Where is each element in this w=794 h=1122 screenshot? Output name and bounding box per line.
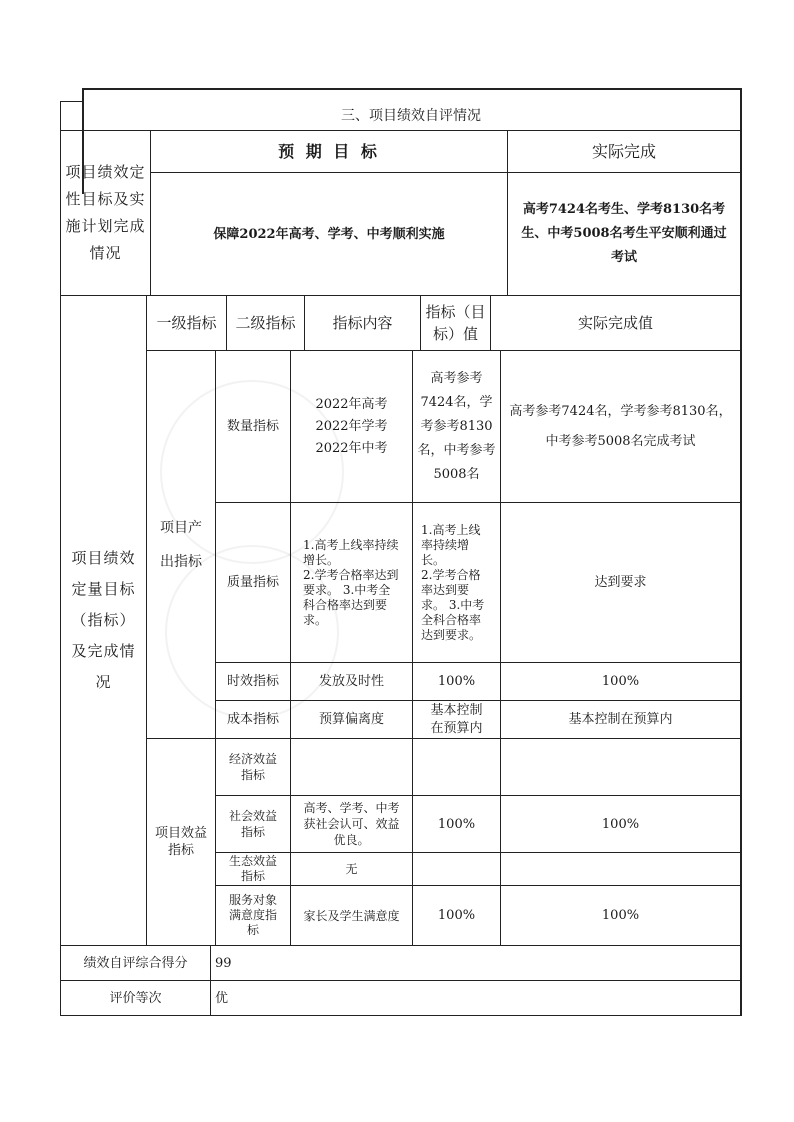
social-benefit-name: 社会效益指标 — [228, 809, 277, 839]
cost-indicator-target: 基本控制在预算内 — [430, 702, 483, 736]
satisfaction-indicator-target: 100% — [437, 908, 476, 923]
timeliness-indicator-actual: 100% — [601, 674, 640, 689]
header-level1: 一级指标 — [156, 314, 217, 332]
section-title: 三、项目绩效自评情况 — [341, 107, 481, 124]
qualitative-label: 项目绩效定性目标及实施计划完成情况 — [65, 163, 146, 262]
output-indicator-label: 项目产出指标 — [160, 519, 202, 570]
quantitative-label: 项目绩效定量目标（指标）及完成情况 — [71, 549, 136, 691]
economic-benefit-content — [291, 739, 412, 795]
quantity-indicator-name: 数量指标 — [226, 419, 279, 434]
header-content: 指标内容 — [332, 314, 393, 332]
benefit-indicator-label: 项目效益指标 — [155, 826, 208, 858]
cost-indicator-content: 预算偏离度 — [318, 712, 384, 727]
quality-indicator-content: 1.高考上线率持续增长。 2.学考合格率达到要求。 3.中考全科合格率达到要求。 — [303, 537, 399, 627]
header-actual: 实际完成值 — [577, 314, 653, 332]
economic-benefit-name: 经济效益指标 — [228, 752, 277, 782]
quantity-indicator-content: 2022年高考 2022年学考 2022年中考 — [315, 396, 388, 456]
composite-score-label: 绩效自评综合得分 — [83, 955, 188, 971]
satisfaction-indicator-name: 服务对象满意度指标 — [228, 893, 277, 937]
evaluation-grade-value: 优 — [215, 990, 229, 1006]
cost-indicator-actual: 基本控制在预算内 — [568, 712, 673, 727]
economic-benefit-actual — [501, 739, 740, 795]
social-benefit-target: 100% — [437, 816, 476, 832]
quality-indicator-name: 质量指标 — [226, 575, 279, 590]
ecological-benefit-target — [413, 853, 500, 885]
actual-completion-text: 高考7424名考生、学考8130名考生、中考5008名考生平安顺利通过考试 — [521, 202, 727, 265]
composite-score-value: 99 — [215, 955, 232, 971]
header-level2: 二级指标 — [235, 314, 296, 332]
expected-goal-text: 保障2022年高考、学考、中考顺利实施 — [213, 226, 445, 242]
economic-benefit-target — [413, 739, 500, 795]
quality-indicator-target: 1.高考上线率持续增长。 2.学考合格率达到要求。 3.中考全科合格率达到要求。 — [421, 522, 485, 642]
timeliness-indicator-content: 发放及时性 — [318, 674, 384, 689]
social-benefit-content: 高考、学考、中考获社会认可、效益优良。 — [303, 801, 400, 847]
ecological-benefit-name: 生态效益指标 — [228, 854, 277, 883]
ecological-benefit-actual — [501, 853, 740, 885]
cost-indicator-name: 成本指标 — [226, 712, 279, 727]
ecological-benefit-content: 无 — [345, 862, 358, 876]
expected-goal-header: 预 期 目 标 — [278, 141, 380, 161]
timeliness-indicator-name: 时效指标 — [226, 674, 279, 689]
social-benefit-actual: 100% — [601, 816, 640, 832]
satisfaction-indicator-content: 家长及学生满意度 — [303, 908, 400, 923]
quality-indicator-actual: 达到要求 — [594, 575, 647, 590]
satisfaction-indicator-actual: 100% — [601, 908, 640, 923]
evaluation-grade-label: 评价等次 — [109, 990, 162, 1006]
quantity-indicator-actual: 高考参考7424名，学考参考8130名，中考参考5008名完成考试 — [509, 403, 732, 449]
header-target: 指标（目标）值 — [425, 303, 486, 343]
quantity-indicator-target: 高考参考7424名，学考参考8130名，中考参考5008名 — [417, 370, 496, 482]
timeliness-indicator-target: 100% — [437, 674, 476, 689]
actual-completion-header: 实际完成 — [591, 141, 656, 161]
